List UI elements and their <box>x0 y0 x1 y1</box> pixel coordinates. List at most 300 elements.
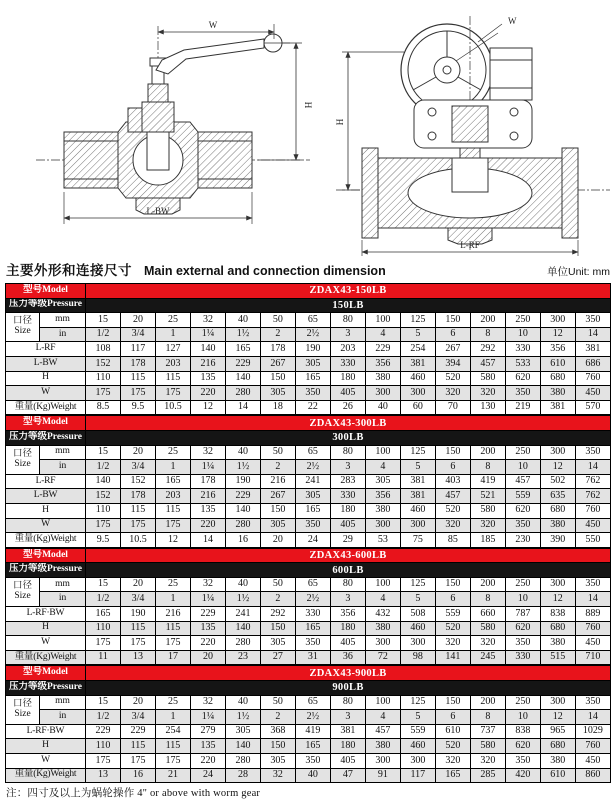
value-cell: 320 <box>435 636 470 651</box>
value-cell: 502 <box>540 474 575 489</box>
value-cell: 165 <box>225 342 260 357</box>
size-in-cell: 2½ <box>295 710 330 725</box>
size-mm-cell: 200 <box>470 695 505 710</box>
value-cell: 620 <box>505 371 540 386</box>
value-cell: 760 <box>575 371 610 386</box>
value-cell: 135 <box>190 503 225 518</box>
size-mm-cell: 32 <box>190 445 225 460</box>
value-cell: 760 <box>575 739 610 754</box>
value-cell: 380 <box>540 518 575 533</box>
size-mm-cell: 32 <box>190 577 225 592</box>
row-label: H <box>6 371 86 386</box>
size-in-cell: 1/2 <box>86 592 121 607</box>
value-cell: 432 <box>365 607 400 622</box>
table-row <box>6 533 611 548</box>
value-cell: 580 <box>470 371 505 386</box>
model-value: ZDAX43-900LB <box>86 666 611 681</box>
value-cell: 381 <box>575 342 610 357</box>
size-mm-cell: 25 <box>155 445 190 460</box>
size-in-row <box>6 327 611 342</box>
value-cell: 140 <box>225 371 260 386</box>
row-label: H <box>6 621 86 636</box>
table-row <box>6 636 611 651</box>
model-label: 型号Model <box>6 548 86 563</box>
value-cell: 20 <box>190 650 225 665</box>
value-cell: 460 <box>400 503 435 518</box>
value-cell: 292 <box>260 607 295 622</box>
size-in-cell: 8 <box>470 710 505 725</box>
row-label: L-RF <box>6 342 86 357</box>
size-in-cell: 1/2 <box>86 710 121 725</box>
value-cell: 305 <box>260 386 295 401</box>
value-cell: 460 <box>400 371 435 386</box>
dim-label-w: W <box>208 20 218 30</box>
size-in-cell: 1/2 <box>86 327 121 342</box>
size-in-cell: 10 <box>505 460 540 475</box>
value-cell: 70 <box>435 400 470 415</box>
size-mm-row <box>6 695 611 710</box>
handwheel-shaft <box>443 66 451 74</box>
section-title-zh: 主要外形和连接尺寸 <box>6 263 132 278</box>
value-cell: 838 <box>505 724 540 739</box>
value-cell: 420 <box>505 768 540 783</box>
value-cell: 29 <box>330 533 365 548</box>
model-value: ZDAX43-150LB <box>86 284 611 299</box>
table-row <box>6 356 611 371</box>
value-cell: 21 <box>155 768 190 783</box>
value-cell: 450 <box>575 754 610 769</box>
size-in-cell: 5 <box>400 592 435 607</box>
value-cell: 300 <box>400 386 435 401</box>
value-cell: 279 <box>190 724 225 739</box>
value-cell: 13 <box>86 768 121 783</box>
size-in-cell: 4 <box>365 592 400 607</box>
value-cell: 110 <box>86 621 121 636</box>
dim-label-lrf: L-RF <box>460 240 480 250</box>
value-cell: 350 <box>505 386 540 401</box>
value-cell: 320 <box>435 754 470 769</box>
size-in-cell: 10 <box>505 327 540 342</box>
value-cell: 36 <box>330 650 365 665</box>
value-cell: 60 <box>400 400 435 415</box>
size-mm-cell: 250 <box>505 695 540 710</box>
size-in-cell: 1/2 <box>86 460 121 475</box>
pressure-label: 压力等级Pressure <box>6 298 86 313</box>
pipe-end-right <box>190 132 252 188</box>
value-cell: 175 <box>121 386 156 401</box>
value-cell: 381 <box>400 489 435 504</box>
lever-valve-drawing <box>36 20 313 224</box>
value-cell: 241 <box>225 607 260 622</box>
value-cell: 680 <box>540 621 575 636</box>
value-cell: 419 <box>295 724 330 739</box>
value-cell: 14 <box>190 533 225 548</box>
value-cell: 350 <box>505 518 540 533</box>
size-in-cell: 12 <box>540 592 575 607</box>
size-in-cell: 2 <box>260 710 295 725</box>
value-cell: 16 <box>225 533 260 548</box>
value-cell: 229 <box>121 724 156 739</box>
size-mm-cell: 100 <box>365 695 400 710</box>
value-cell: 150 <box>260 739 295 754</box>
size-in-cell: 1½ <box>225 460 260 475</box>
size-mm-cell: 20 <box>121 313 156 328</box>
value-cell: 14 <box>225 400 260 415</box>
value-cell: 245 <box>470 650 505 665</box>
value-cell: 229 <box>225 489 260 504</box>
value-cell: 216 <box>155 607 190 622</box>
size-mm-cell: 350 <box>575 313 610 328</box>
size-mm-cell: 300 <box>540 313 575 328</box>
value-cell: 280 <box>225 754 260 769</box>
handwheel-spoke <box>458 77 481 90</box>
value-cell: 85 <box>435 533 470 548</box>
value-cell: 175 <box>86 754 121 769</box>
size-mm-cell: 80 <box>330 695 365 710</box>
value-cell: 457 <box>365 724 400 739</box>
dim-label-lbw: L-BW <box>146 206 170 216</box>
value-cell: 610 <box>540 768 575 783</box>
size-mm-cell: 200 <box>470 313 505 328</box>
row-label: W <box>6 754 86 769</box>
value-cell: 280 <box>225 386 260 401</box>
table-row <box>6 518 611 533</box>
value-cell: 305 <box>225 724 260 739</box>
size-mm-cell: 350 <box>575 695 610 710</box>
value-cell: 229 <box>225 356 260 371</box>
value-cell: 686 <box>575 356 610 371</box>
size-label: 口径 Size <box>6 313 40 342</box>
pressure-row <box>6 430 611 445</box>
size-in-cell: 14 <box>575 327 610 342</box>
size-in-cell: 6 <box>435 710 470 725</box>
value-cell: 330 <box>505 342 540 357</box>
table-row <box>6 342 611 357</box>
size-mm-cell: 80 <box>330 577 365 592</box>
value-cell: 380 <box>365 503 400 518</box>
size-in-cell: 1½ <box>225 592 260 607</box>
model-row <box>6 548 611 563</box>
size-in-cell: 4 <box>365 710 400 725</box>
value-cell: 457 <box>470 356 505 371</box>
value-cell: 175 <box>86 386 121 401</box>
size-in-cell: 10 <box>505 710 540 725</box>
value-cell: 140 <box>225 503 260 518</box>
value-cell: 350 <box>505 754 540 769</box>
model-value: ZDAX43-300LB <box>86 416 611 431</box>
size-in-row <box>6 592 611 607</box>
value-cell: 380 <box>365 371 400 386</box>
value-cell: 254 <box>400 342 435 357</box>
flange-left <box>362 148 378 238</box>
size-mm-cell: 50 <box>260 577 295 592</box>
value-cell: 117 <box>400 768 435 783</box>
footnote: 注：四寸及以上为蜗轮操作 4" or above with worm gear <box>6 788 261 800</box>
section-title-bar <box>0 256 616 283</box>
gear-valve-drawing <box>335 16 610 256</box>
value-cell: 140 <box>225 739 260 754</box>
table-row <box>6 386 611 401</box>
size-in-cell: 3/4 <box>121 710 156 725</box>
value-cell: 559 <box>505 489 540 504</box>
value-cell: 141 <box>435 650 470 665</box>
value-cell: 254 <box>155 724 190 739</box>
value-cell: 135 <box>190 621 225 636</box>
value-cell: 203 <box>330 342 365 357</box>
value-cell: 381 <box>400 474 435 489</box>
value-cell: 380 <box>365 621 400 636</box>
model-row <box>6 416 611 431</box>
value-cell: 965 <box>540 724 575 739</box>
value-cell: 17 <box>155 650 190 665</box>
value-cell: 20 <box>260 533 295 548</box>
size-mm-cell: 25 <box>155 577 190 592</box>
value-cell: 559 <box>400 724 435 739</box>
row-label: L-RF <box>6 474 86 489</box>
value-cell: 180 <box>330 371 365 386</box>
value-cell: 9.5 <box>86 533 121 548</box>
value-cell: 115 <box>155 739 190 754</box>
size-mm-cell: 125 <box>400 445 435 460</box>
value-cell: 115 <box>121 739 156 754</box>
value-cell: 405 <box>330 636 365 651</box>
value-cell: 175 <box>86 636 121 651</box>
value-cell: 175 <box>121 754 156 769</box>
size-mm-cell: 250 <box>505 445 540 460</box>
value-cell: 356 <box>540 342 575 357</box>
value-cell: 394 <box>435 356 470 371</box>
value-cell: 762 <box>575 474 610 489</box>
size-in-cell: 1 <box>155 460 190 475</box>
row-label: W <box>6 636 86 651</box>
pressure-row <box>6 563 611 578</box>
value-cell: 175 <box>155 636 190 651</box>
value-cell: 178 <box>190 474 225 489</box>
value-cell: 457 <box>505 474 540 489</box>
value-cell: 150 <box>260 621 295 636</box>
value-cell: 520 <box>435 621 470 636</box>
size-in-cell: 14 <box>575 710 610 725</box>
value-cell: 450 <box>575 518 610 533</box>
dimension-table-150lb <box>5 283 611 415</box>
value-cell: 300 <box>365 386 400 401</box>
row-label: 重量(Kg)Weight <box>6 533 86 548</box>
value-cell: 520 <box>435 371 470 386</box>
value-cell: 350 <box>295 754 330 769</box>
value-cell: 760 <box>575 621 610 636</box>
table-row <box>6 371 611 386</box>
size-in-cell: 4 <box>365 460 400 475</box>
size-in-cell: 3 <box>330 592 365 607</box>
size-in-cell: 4 <box>365 327 400 342</box>
size-mm-row <box>6 445 611 460</box>
value-cell: 115 <box>155 621 190 636</box>
table-row <box>6 607 611 622</box>
size-mm-cell: 25 <box>155 313 190 328</box>
size-mm-cell: 80 <box>330 313 365 328</box>
size-in-cell: 1¼ <box>190 327 225 342</box>
value-cell: 460 <box>400 621 435 636</box>
size-in-cell: 2½ <box>295 592 330 607</box>
value-cell: 220 <box>190 518 225 533</box>
size-in-cell: 2½ <box>295 460 330 475</box>
value-cell: 165 <box>295 739 330 754</box>
size-mm-cell: 65 <box>295 577 330 592</box>
value-cell: 28 <box>225 768 260 783</box>
row-label: H <box>6 503 86 518</box>
size-label: 口径 Size <box>6 445 40 474</box>
size-mm-row <box>6 577 611 592</box>
value-cell: 660 <box>470 607 505 622</box>
value-cell: 24 <box>190 768 225 783</box>
value-cell: 18 <box>260 400 295 415</box>
value-cell: 320 <box>435 386 470 401</box>
value-cell: 300 <box>400 636 435 651</box>
stop-bracket <box>128 108 142 132</box>
pressure-value: 900LB <box>86 681 611 696</box>
value-cell: 737 <box>470 724 505 739</box>
size-in-cell: 6 <box>435 460 470 475</box>
value-cell: 110 <box>86 739 121 754</box>
value-cell: 110 <box>86 503 121 518</box>
size-mm-cell: 300 <box>540 577 575 592</box>
row-label: L-RF·BW <box>6 607 86 622</box>
value-cell: 267 <box>260 356 295 371</box>
value-cell: 115 <box>121 371 156 386</box>
pressure-label: 压力等级Pressure <box>6 681 86 696</box>
model-value: ZDAX43-600LB <box>86 548 611 563</box>
value-cell: 515 <box>540 650 575 665</box>
size-in-cell: 3/4 <box>121 460 156 475</box>
size-in-cell: 1¼ <box>190 592 225 607</box>
value-cell: 175 <box>155 386 190 401</box>
dim-label-h: H <box>335 118 345 126</box>
value-cell: 32 <box>260 768 295 783</box>
value-cell: 559 <box>435 607 470 622</box>
value-cell: 178 <box>121 489 156 504</box>
size-label: 口径 Size <box>6 577 40 606</box>
value-cell: 47 <box>330 768 365 783</box>
value-cell: 680 <box>540 739 575 754</box>
unit-mm-label: mm <box>40 577 86 592</box>
value-cell: 219 <box>505 400 540 415</box>
value-cell: 220 <box>190 754 225 769</box>
value-cell: 380 <box>540 754 575 769</box>
valve-drawings-svg <box>0 0 616 256</box>
mount-plate <box>452 106 488 142</box>
size-mm-cell: 250 <box>505 313 540 328</box>
value-cell: 178 <box>260 342 295 357</box>
value-cell: 175 <box>121 636 156 651</box>
value-cell: 11 <box>86 650 121 665</box>
value-cell: 98 <box>400 650 435 665</box>
size-mm-cell: 32 <box>190 695 225 710</box>
value-cell: 175 <box>86 518 121 533</box>
value-cell: 175 <box>155 518 190 533</box>
pressure-value: 300LB <box>86 430 611 445</box>
size-in-cell: 14 <box>575 460 610 475</box>
table-row <box>6 474 611 489</box>
size-in-cell: 3/4 <box>121 592 156 607</box>
value-cell: 27 <box>260 650 295 665</box>
value-cell: 108 <box>86 342 121 357</box>
value-cell: 115 <box>155 371 190 386</box>
value-cell: 405 <box>330 518 365 533</box>
value-cell: 127 <box>155 342 190 357</box>
value-cell: 350 <box>295 518 330 533</box>
size-mm-cell: 40 <box>225 695 260 710</box>
unit-label: 单位Unit: mm <box>547 266 610 278</box>
section-title-en: Main external and connection dimension <box>144 264 386 278</box>
value-cell: 13 <box>121 650 156 665</box>
size-mm-cell: 125 <box>400 313 435 328</box>
value-cell: 26 <box>330 400 365 415</box>
size-mm-cell: 15 <box>86 695 121 710</box>
value-cell: 305 <box>295 356 330 371</box>
size-in-cell: 3 <box>330 710 365 725</box>
value-cell: 330 <box>330 356 365 371</box>
lever-handle <box>156 39 264 74</box>
value-cell: 140 <box>225 621 260 636</box>
model-row <box>6 284 611 299</box>
size-mm-cell: 300 <box>540 695 575 710</box>
value-cell: 760 <box>575 503 610 518</box>
dimension-table-600lb <box>5 548 611 666</box>
value-cell: 1029 <box>575 724 610 739</box>
value-cell: 9.5 <box>121 400 156 415</box>
value-cell: 180 <box>330 739 365 754</box>
value-cell: 216 <box>190 356 225 371</box>
value-cell: 635 <box>540 489 575 504</box>
value-cell: 320 <box>435 518 470 533</box>
value-cell: 350 <box>505 636 540 651</box>
value-cell: 320 <box>470 518 505 533</box>
value-cell: 292 <box>470 342 505 357</box>
dimension-tables <box>5 283 611 783</box>
dim-label-w: W <box>508 16 517 26</box>
value-cell: 889 <box>575 607 610 622</box>
value-cell: 150 <box>260 371 295 386</box>
size-mm-row <box>6 313 611 328</box>
unit-mm-label: mm <box>40 695 86 710</box>
value-cell: 267 <box>435 342 470 357</box>
value-cell: 305 <box>260 754 295 769</box>
model-row <box>6 666 611 681</box>
value-cell: 190 <box>121 607 156 622</box>
model-label: 型号Model <box>6 666 86 681</box>
value-cell: 135 <box>190 739 225 754</box>
value-cell: 152 <box>86 489 121 504</box>
value-cell: 305 <box>365 474 400 489</box>
value-cell: 165 <box>295 503 330 518</box>
value-cell: 216 <box>260 474 295 489</box>
row-label: L-BW <box>6 356 86 371</box>
unit-mm-label: mm <box>40 445 86 460</box>
value-cell: 356 <box>365 489 400 504</box>
value-cell: 220 <box>190 636 225 651</box>
value-cell: 12 <box>155 533 190 548</box>
size-mm-cell: 20 <box>121 577 156 592</box>
value-cell: 220 <box>190 386 225 401</box>
pressure-row <box>6 681 611 696</box>
pressure-value: 600LB <box>86 563 611 578</box>
pressure-value: 150LB <box>86 298 611 313</box>
value-cell: 178 <box>121 356 156 371</box>
size-mm-cell: 150 <box>435 577 470 592</box>
value-cell: 680 <box>540 503 575 518</box>
size-in-cell: 1½ <box>225 327 260 342</box>
size-in-cell: 12 <box>540 327 575 342</box>
